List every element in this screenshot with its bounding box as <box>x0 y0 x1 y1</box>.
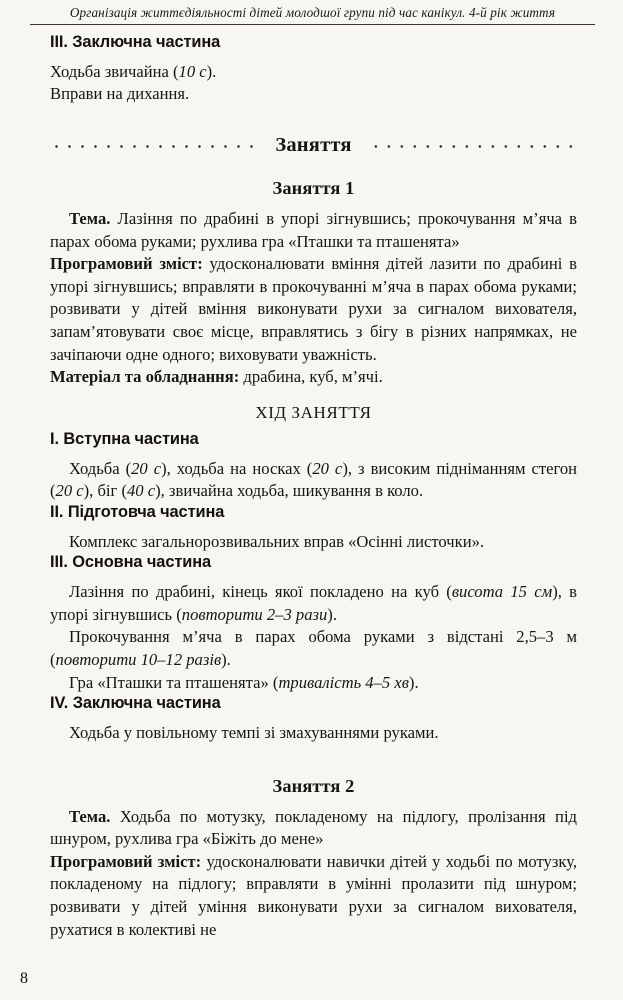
text-column <box>50 33 577 941</box>
text-run: Ходьба у повільному темпі зі змахуваннями руками. <box>69 722 439 742</box>
paragraph-vpravy-na-dyhannya: Вправи на дихання. <box>50 84 190 104</box>
section-band-title: Заняття <box>275 134 352 157</box>
part-paragraph-3-3 <box>50 672 577 695</box>
running-head: Організація життєдіяльності дітей молодшої групи під час канікул. 4-й рік життя <box>69 5 556 20</box>
text-run: драбина, куб, м’ячі. <box>239 367 383 387</box>
text-run: ), в упорі зігнувшись ( <box>50 582 577 624</box>
text-run: Прокочування м’яча в парах обома руками з відстані 2,5–3 м ( <box>50 627 577 669</box>
text-run: Ходьба по мотузку, покладеному на підлогу, пролізання під шнуром, рухлива гра «Біжіть до мене» <box>50 806 577 849</box>
lesson-1-parts <box>50 430 577 745</box>
lesson-1-course-title: ХІД ЗАНЯТТЯ <box>255 402 372 422</box>
label-programovyi-zmist: Програмовий зміст: <box>50 851 202 871</box>
label-programovyi-zmist: Програмовий зміст: <box>50 254 203 274</box>
text-run-italic: 20 с <box>312 458 343 478</box>
part-heading-4: IV. Заключна частина <box>50 694 221 713</box>
text-run-italic: 40 с <box>127 481 156 501</box>
text-run-italic: 20 с <box>55 481 84 501</box>
dotted-rule-left-icon <box>50 145 258 148</box>
text-run: ). <box>221 649 231 669</box>
section-band-zanyattya <box>50 135 577 158</box>
part-paragraph-4-1 <box>50 722 577 745</box>
lesson-1-title: Заняття 1 <box>272 178 355 199</box>
text-run: Комплекс загальнорозвивальних вправ «Осінні листочки». <box>69 531 485 551</box>
text-run: Ходьба звичайна ( <box>50 61 179 81</box>
text-run-italic: тривалість 4–5 хв <box>278 672 409 692</box>
part-heading-3: III. Основна частина <box>50 553 212 572</box>
lesson-2-title: Заняття 2 <box>272 775 355 796</box>
part-paragraph-1-1 <box>50 458 577 503</box>
part-paragraph-2-1 <box>50 531 577 554</box>
text-run: удосконалювати навички дітей у ходьбі по мотузку, покладеному на підлогу; вправляти в умінні пролазити під шнуром; розвивати у дітей уміння виконувати рухи за сигналом вихователя, рухатися в колективі не <box>50 851 577 939</box>
text-run: ), звичайна ходьба, шикування в коло. <box>155 481 424 501</box>
heading-zaklyuchna-chastyna-top: III. Заключна частина <box>50 33 221 51</box>
text-run: Гра «Пташки та пташенята» ( <box>69 672 279 692</box>
label-material: Матеріал та обладнання: <box>50 367 240 387</box>
page-number: 8 <box>20 970 28 987</box>
text-run: Ходьба ( <box>69 458 132 478</box>
text-run: ). <box>327 604 337 624</box>
text-run: ), з високим підніманням стегон ( <box>50 458 578 501</box>
part-heading-2: II. Підготовча частина <box>50 502 225 521</box>
paragraph-hodba-zvychaina <box>50 61 577 84</box>
label-tema: Тема. <box>69 806 111 826</box>
part-paragraph-3-1 <box>50 581 577 626</box>
text-run: Лазіння по драбині в упорі зігнувшись; прокочування м’яча в парах обома руками; рухлива гра «Пташки та пташенята» <box>50 209 577 251</box>
text-run: ). <box>206 61 217 81</box>
text-run-italic: 10 с <box>178 61 207 81</box>
lesson-2-tema <box>50 806 577 851</box>
text-run: ), ходьба на носках ( <box>161 458 313 478</box>
text-run-italic: висота 15 см <box>451 582 553 602</box>
text-run: Лазіння по драбині, кінець якої покладено на куб ( <box>69 582 452 602</box>
text-run-italic: повторити 10–12 разів <box>55 649 222 669</box>
text-run: ). <box>408 672 419 692</box>
label-tema: Тема. <box>69 209 111 229</box>
text-run: ), біг ( <box>83 481 127 501</box>
header-divider-rule <box>30 24 595 25</box>
part-paragraph-3-2 <box>50 626 577 671</box>
text-run: удосконалювати вміння дітей лазити по драбині в упорі зігнувшись; вправляти в прокочуванні м’яча в парах обома руками; розвивати у дітей вміння виконувати рухи за сигналом вихователя, запам’ятовувати своє місце, вправлятись з бігу в різних напрямках, не зачіпаючи одне одного; виховувати уважність. <box>50 254 577 364</box>
dotted-rule-right-icon <box>369 145 577 148</box>
text-run-italic: 20 с <box>131 458 162 478</box>
lesson-1-tema <box>50 208 577 253</box>
part-heading-1: I. Вступна частина <box>50 429 199 448</box>
lesson-1-program-content <box>50 253 577 366</box>
text-run-italic: повторити 2–3 рази <box>181 604 328 624</box>
lesson-1-material <box>50 366 577 389</box>
lesson-2-program-content <box>50 851 577 941</box>
